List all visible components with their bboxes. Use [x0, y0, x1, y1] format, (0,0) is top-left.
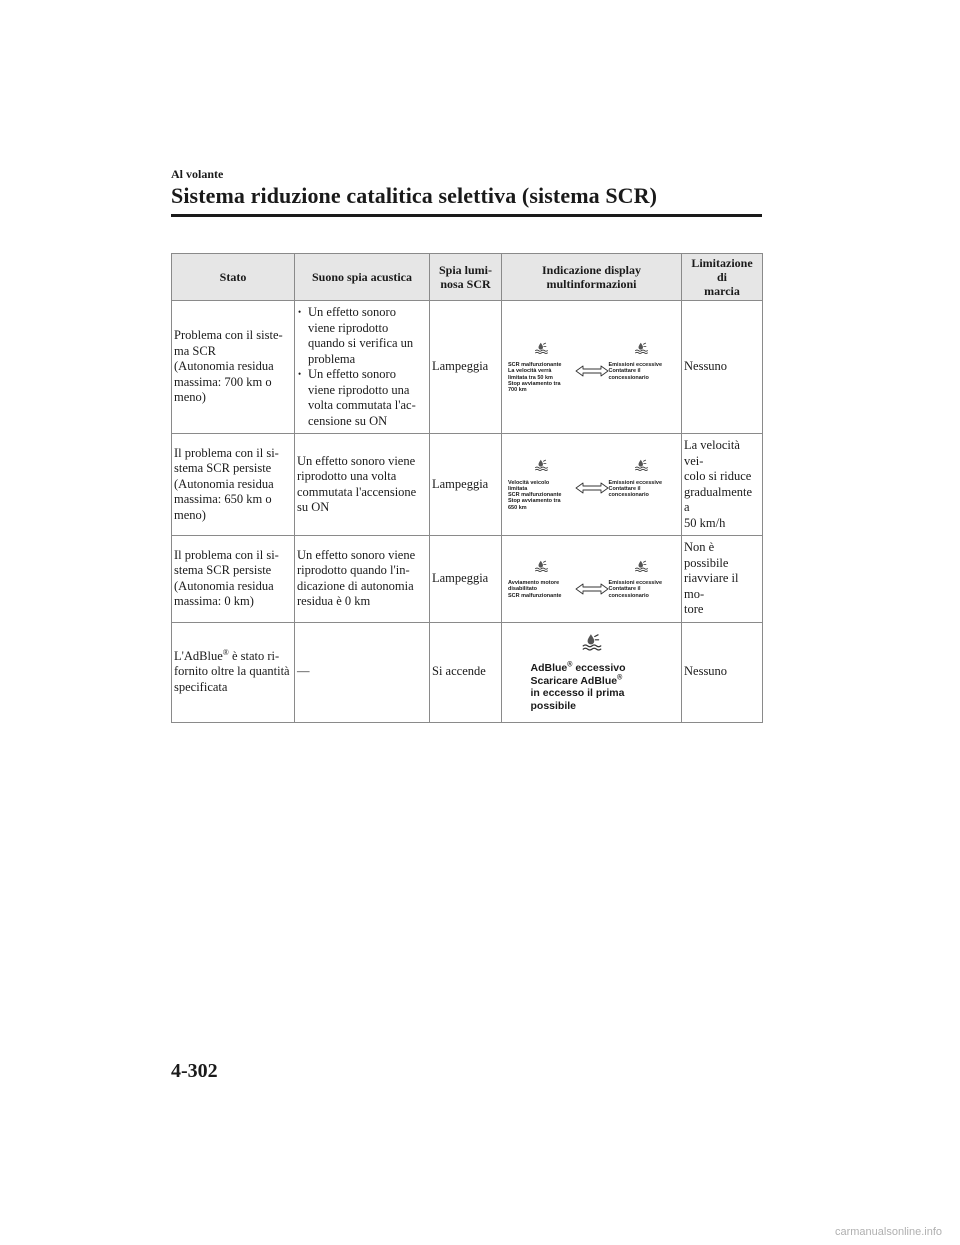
cell-limit: La velocità vei- colo si riduce gradualmente a 50 km/h	[682, 434, 763, 536]
list-item: • Un effetto sonoro viene riprodotto quando si verifica un problema	[297, 305, 427, 367]
display-message: Avviamento motore disabilitato SCR malfunzionante	[508, 580, 562, 599]
double-arrow-icon	[575, 458, 609, 499]
cell-display	[502, 301, 682, 434]
double-arrow-icon	[575, 341, 609, 382]
header-display: Indicazione display multinformazioni	[502, 254, 682, 301]
section-label: Al volante	[171, 167, 224, 181]
watermark: carmanualsonline.info	[834, 1226, 942, 1238]
cell-state: Il problema con il si- stema SCR persiste (Autonomia residua massima: 0 km)	[172, 536, 295, 623]
display-message: AdBlue® eccessivo Scaricare AdBlue® in eccesso il prima possibile	[530, 661, 626, 712]
double-arrow-icon	[575, 559, 609, 600]
scr-warning-icon	[534, 341, 549, 360]
cell-sound: —	[295, 622, 430, 722]
page-title: Sistema riduzione catalitica selettiva (sistema SCR)	[171, 183, 658, 208]
table-row	[172, 622, 763, 722]
cell-state: Il problema con il si- stema SCR persiste (Autonomia residua massima: 650 km o meno)	[172, 434, 295, 536]
scr-warning-icon	[634, 458, 649, 477]
page-number: 4-302	[171, 1060, 218, 1082]
cell-sound	[295, 301, 430, 434]
display-message: Emissioni eccessive Contattare il concessionario	[608, 580, 663, 599]
table-row	[172, 536, 763, 623]
scr-warning-icon	[634, 559, 649, 578]
scr-warning-icon	[534, 559, 549, 578]
display-message: Velocità veicolo limitata SCR malfunzionante Stop avviamento tra 650 km	[508, 479, 562, 511]
table-row	[172, 434, 763, 536]
cell-lamp: Si accende	[430, 622, 502, 722]
cell-display	[502, 434, 682, 536]
cell-display	[502, 536, 682, 623]
header-spia: Spia lumi- nosa SCR	[430, 254, 502, 301]
cell-lamp: Lampeggia	[430, 434, 502, 536]
scr-warning-icon	[634, 341, 649, 360]
scr-status-table	[171, 253, 763, 723]
display-message: SCR malfunzionante La velocità verrà limitata tra 50 km Stop avviamento tra 700 km	[508, 362, 562, 394]
cell-lamp: Lampeggia	[430, 301, 502, 434]
cell-lamp: Lampeggia	[430, 536, 502, 623]
header-stato: Stato	[172, 254, 295, 301]
cell-sound: Un effetto sonoro viene riprodotto quando l'in- dicazione di autonomia residua è 0 km	[295, 536, 430, 623]
list-item: • Un effetto sonoro viene riprodotto una volta commutata l'ac- censione su ON	[297, 367, 427, 429]
cell-state: L'AdBlue® è stato ri- fornito oltre la quantità specificata	[172, 622, 295, 722]
cell-limit: Nessuno	[682, 622, 763, 722]
cell-limit: Non è possibile riavviare il mo- tore	[682, 536, 763, 623]
table-header-row	[172, 254, 763, 301]
scr-warning-icon	[581, 632, 603, 657]
display-message: Emissioni eccessive Contattare il concessionario	[608, 362, 663, 381]
cell-display	[502, 622, 682, 722]
display-message: Emissioni eccessive Contattare il concessionario	[608, 479, 663, 499]
table-row	[172, 301, 763, 434]
header-suono: Suono spia acustica	[295, 254, 430, 301]
scr-warning-icon	[534, 458, 549, 477]
title-rule	[171, 214, 762, 217]
header-limitazione: Limitazione di marcia	[682, 254, 763, 301]
cell-sound: Un effetto sonoro viene riprodotto una volta commutata l'accensione su ON	[295, 434, 430, 536]
cell-limit: Nessuno	[682, 301, 763, 434]
cell-state: Problema con il siste- ma SCR (Autonomia residua massima: 700 km o meno)	[172, 301, 295, 434]
